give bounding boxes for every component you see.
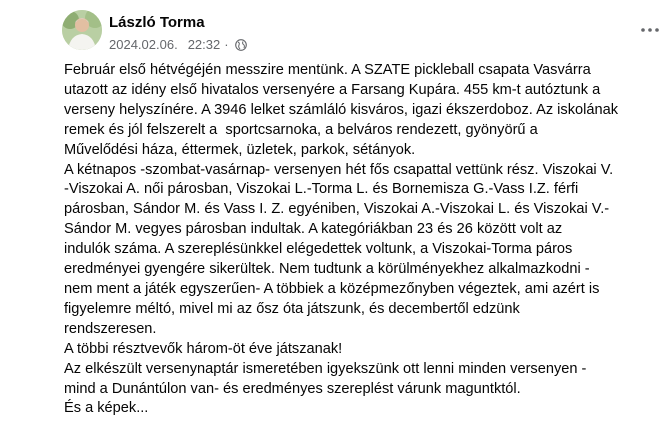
more-options-icon[interactable] xyxy=(638,20,662,40)
post-line: rendszeresen. xyxy=(64,320,157,337)
post-line: Február első hétvégéjén messzire mentünk. A SZATE pickleball csapata Vasvárra xyxy=(64,62,591,78)
post-line: Művelődési háza, éttermek, üzletek, parkok, sétányok. xyxy=(64,141,416,158)
meta-separator: · xyxy=(224,37,229,52)
post-line: -Viszokai A. női párosban, Viszokai L.-Torma L. és Bornemisza G.-Vass I.Z. férfi xyxy=(64,181,579,198)
post-date[interactable]: 2024.02.06. xyxy=(109,37,178,52)
post-line: nem ment a játék egyszerűen- A többiek a középmezőnyben végeztek, ami azért is xyxy=(64,280,600,297)
post-time[interactable]: 22:32 xyxy=(187,37,221,52)
post-meta xyxy=(109,37,247,52)
post-line: És a képek... xyxy=(64,400,149,417)
avatar[interactable] xyxy=(62,10,102,50)
post-line: indulók száma. A szereplésünkkel elégedettek voltunk, a Viszokai-Torma páros xyxy=(64,241,573,258)
post-line: verseny helyszínére. A 3946 lelket számláló kisváros, igazi ékszerdoboz. Az iskolának xyxy=(64,101,619,118)
post-line: figyelemre méltó, mivel mi az ősz óta játszunk, és decembertől edzünk xyxy=(64,300,520,317)
post-line: párosban, Sándor M. és Vass I. Z. egyéniben, Viszokai A.-Viszokai L. és Viszokai V.- xyxy=(64,201,610,218)
post-text xyxy=(64,61,624,419)
post-line: A többi résztvevők három-öt éve játszanak! xyxy=(64,340,343,357)
post-line: mind a Dunántúlon van- és eredményes szereplést várunk maguntktól. xyxy=(64,380,521,397)
post-line: A kétnapos -szombat-vasárnap- versenyen hét fős csapattal vettünk rész. Viszokai V. xyxy=(64,161,614,178)
post-line: utazott az idény első hivatalos versenyére a Farsang Kupára. 455 km-t autóztunk a xyxy=(64,81,601,98)
post-header xyxy=(62,6,662,58)
globe-icon[interactable] xyxy=(235,39,247,51)
author-name[interactable]: László Torma xyxy=(109,14,205,31)
post-line: Sándor M. vegyes párosban indultak. A kategóriákban 23 és 26 között volt az xyxy=(64,221,563,238)
post-line: eredményei gyengére sikerültek. Nem tudtunk a körülményekhez alkalmazkodni - xyxy=(64,261,590,278)
post-line: Az elkészült versenynaptár ismeretében igyekszünk ott lenni minden versenyen - xyxy=(64,360,587,377)
post-line: remek és jól felszerelt a sportcsarnoka, a belváros rendezett, gyönyörű a xyxy=(64,121,538,138)
